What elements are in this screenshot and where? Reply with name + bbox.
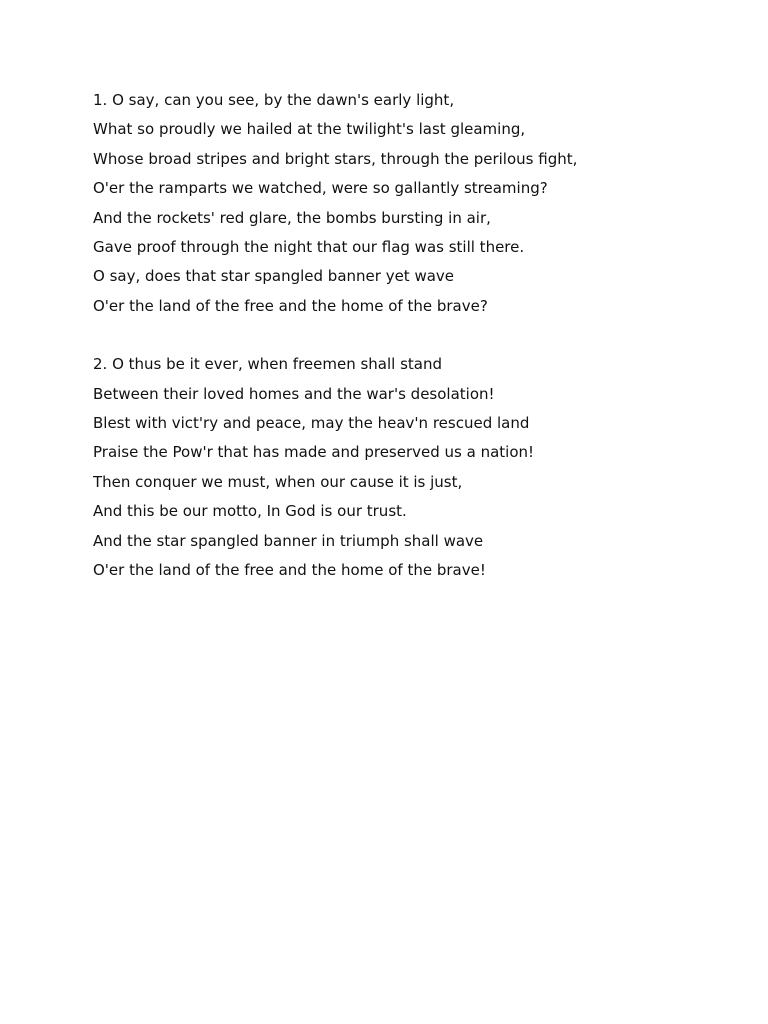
poem-body bbox=[93, 86, 713, 586]
stanza-line: And the rockets' red glare, the bombs bursting in air, bbox=[93, 208, 491, 227]
stanza-line: O'er the land of the free and the home of the brave? bbox=[93, 296, 488, 315]
stanza-line: Praise the Pow'r that has made and preserved us a nation! bbox=[93, 443, 535, 462]
stanza-line: Between their loved homes and the war's desolation! bbox=[93, 384, 495, 403]
stanza-line: O'er the land of the free and the home of the brave! bbox=[93, 561, 486, 580]
stanza-line: What so proudly we hailed at the twilight's last gleaming, bbox=[93, 120, 526, 139]
stanza-1 bbox=[93, 86, 713, 321]
stanza-line: Blest with vict'ry and peace, may the heav'n rescued land bbox=[93, 414, 530, 433]
stanza-line: Then conquer we must, when our cause it is just, bbox=[93, 472, 463, 491]
stanza-line: And the star spangled banner in triumph shall wave bbox=[93, 531, 484, 550]
stanza-line: And this be our motto, In God is our trust. bbox=[93, 502, 407, 521]
stanza-2 bbox=[93, 350, 713, 585]
stanza-line: O'er the ramparts we watched, were so gallantly streaming? bbox=[93, 179, 548, 198]
stanza-line: 2. O thus be it ever, when freemen shall stand bbox=[93, 355, 443, 374]
stanza-line: O say, does that star spangled banner yet wave bbox=[93, 267, 455, 286]
stanza-line: 1. O say, can you see, by the dawn's early light, bbox=[93, 91, 455, 109]
stanza-line: Whose broad stripes and bright stars, through the perilous fight, bbox=[93, 149, 578, 168]
stanza-line: Gave proof through the night that our flag was still there. bbox=[93, 238, 525, 257]
